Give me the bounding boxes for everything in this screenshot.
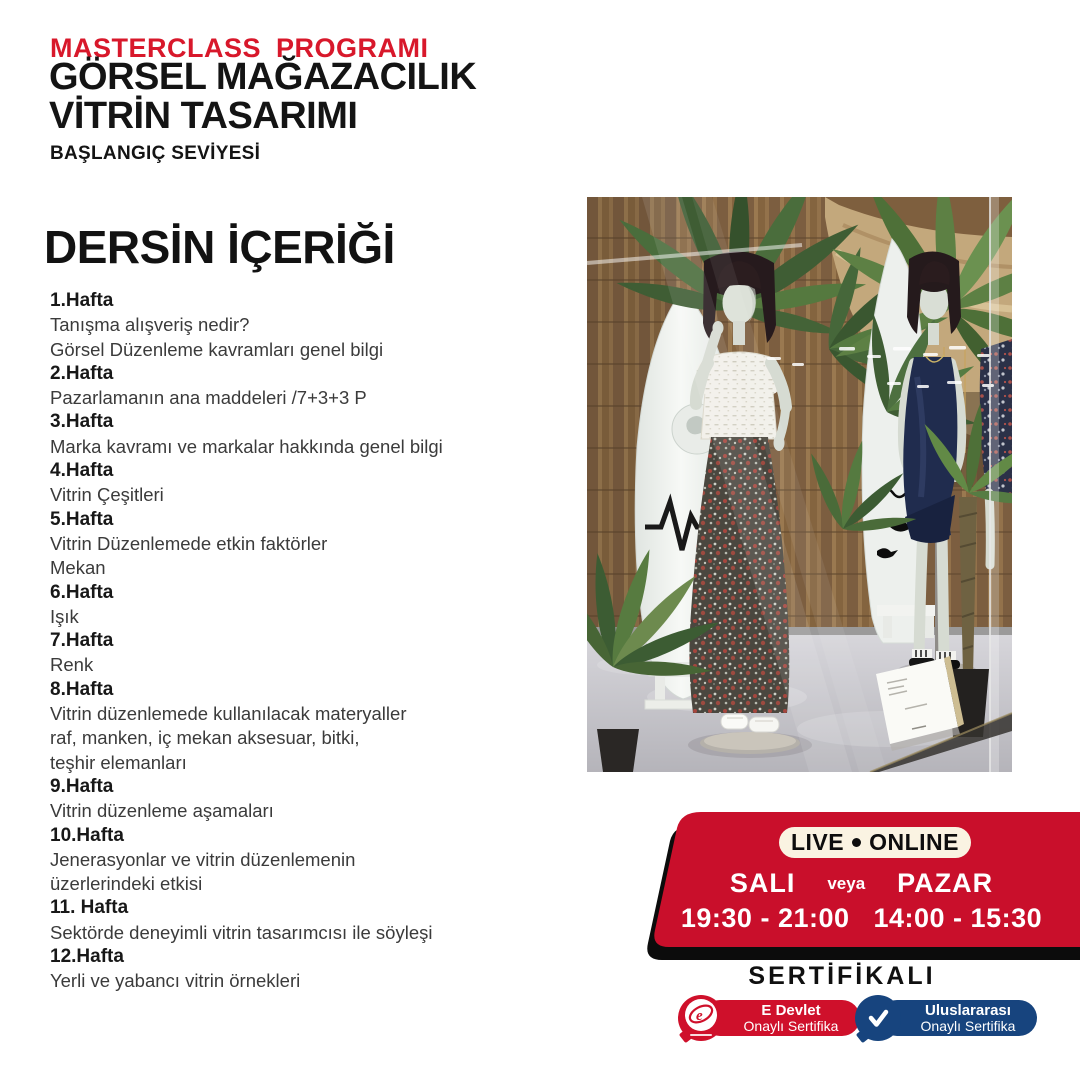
week-label: 4.Hafta [50, 460, 114, 482]
week-topic-line: Marka kavramı ve markalar hakkında genel bilgi [50, 435, 443, 457]
week-topic-line: teşhir elemanları [50, 751, 187, 773]
week-topics [50, 921, 550, 945]
week-topics [50, 605, 550, 629]
week-block [50, 410, 550, 459]
time-row [643, 903, 1080, 934]
live-label: LIVE [790, 829, 845, 855]
week-topics [50, 483, 550, 507]
week-topics [50, 799, 550, 823]
week-topic-line: Görsel Düzenleme kavramları genel bilgi [50, 338, 384, 360]
week-block [50, 581, 550, 630]
live-online-pill [779, 827, 971, 858]
international-badge [855, 995, 1025, 1045]
week-topics [50, 435, 550, 459]
day-row [643, 868, 1080, 899]
edevlet-badge-pill [702, 1000, 860, 1036]
title-line2: VİTRİN TASARIMI [49, 95, 358, 137]
schedule-banner [643, 812, 1080, 977]
or-label: veya [827, 873, 866, 893]
badge-title: E Devlet [761, 1001, 821, 1019]
week-topics [50, 313, 550, 362]
live-dot-icon [852, 838, 861, 847]
week-topic-line: Vitrin Düzenlemede etkin faktörler [50, 532, 328, 554]
svg-text:e: e [696, 1008, 703, 1024]
week-topic-line: üzerlerindeki etkisi [50, 873, 203, 895]
week-topic-line: Sektörde deneyimli vitrin tasarımcısı ile söyleşi [50, 921, 433, 943]
week-label: 12.Hafta [50, 946, 124, 968]
badge-subtitle: Onaylı Sertifika [920, 1017, 1016, 1034]
week-topics [50, 653, 550, 677]
week-block [50, 362, 550, 411]
edevlet-badge [678, 995, 848, 1045]
week-block [50, 824, 550, 897]
week-block [50, 945, 550, 994]
window-display-photo [587, 197, 1012, 772]
week-block [50, 508, 550, 581]
week-label: 7.Hafta [50, 630, 114, 652]
kicker-word: PROGRAMI [276, 33, 429, 63]
certification-heading: SERTİFİKALI [748, 962, 936, 990]
week-label: 8.Hafta [50, 678, 114, 700]
week-topic-line: Tanışma alışveriş nedir? [50, 314, 250, 336]
week-label: 6.Hafta [50, 581, 114, 603]
badge-title: Uluslararası [925, 1001, 1011, 1019]
week-topic-line: Vitrin düzenlemede kullanılacak materyaller [50, 703, 407, 725]
badge-subtitle: Onaylı Sertifika [743, 1017, 839, 1034]
week-topic-line: Işık [50, 605, 79, 627]
week-topic-line: Pazarlamanın ana maddeleri /7+3+3 P [50, 387, 367, 409]
week-topic-line: Renk [50, 654, 94, 676]
week-topic-line: Vitrin düzenleme aşamaları [50, 800, 274, 822]
week-block [50, 775, 550, 824]
week-label: 2.Hafta [50, 362, 114, 384]
day-1: SALI [729, 868, 796, 898]
week-label: 9.Hafta [50, 775, 114, 797]
week-topics [50, 386, 550, 410]
week-block [50, 896, 550, 945]
edevlet-logo-icon [678, 995, 724, 1041]
week-topic-line: Vitrin Çeşitleri [50, 484, 164, 506]
week-topics [50, 532, 550, 581]
course-week-list [50, 289, 550, 994]
week-block [50, 629, 550, 678]
week-topic-line: Jenerasyonlar ve vitrin düzenlemenin [50, 848, 356, 870]
week-label: 5.Hafta [50, 508, 114, 530]
title-line1: GÖRSEL MAĞAZACILIK [49, 56, 477, 98]
week-label: 11. Hafta [50, 897, 129, 919]
week-label: 10.Hafta [50, 824, 124, 846]
shop-window-illustration [587, 197, 1012, 772]
kicker-word: MASTERCLASS [50, 33, 262, 63]
week-topics [50, 702, 550, 775]
time-slot-1: 19:30 - 21:00 [680, 903, 850, 933]
week-block [50, 459, 550, 508]
week-block [50, 289, 550, 362]
week-block [50, 678, 550, 775]
level-label: BAŞLANGIÇ SEVİYESİ [50, 143, 261, 164]
week-label: 3.Hafta [50, 411, 114, 433]
poster-title [49, 58, 476, 136]
week-topic-line: Yerli ve yabancı vitrin örnekleri [50, 970, 301, 992]
week-topics [50, 969, 550, 993]
checkmark-icon [855, 995, 901, 1041]
time-slot-2: 14:00 - 15:30 [873, 903, 1043, 933]
week-topics [50, 848, 550, 897]
week-topic-line: raf, manken, iç mekan aksesuar, bitki, [50, 727, 360, 749]
week-label: 1.Hafta [50, 290, 114, 311]
day-2: PAZAR [897, 868, 994, 898]
edevlet-e-glyph [685, 999, 717, 1031]
online-label: ONLINE [869, 829, 959, 855]
week-topic-line: Mekan [50, 557, 106, 579]
international-badge-pill [879, 1000, 1037, 1036]
content-heading: DERSİN İÇERİĞİ [44, 221, 395, 273]
